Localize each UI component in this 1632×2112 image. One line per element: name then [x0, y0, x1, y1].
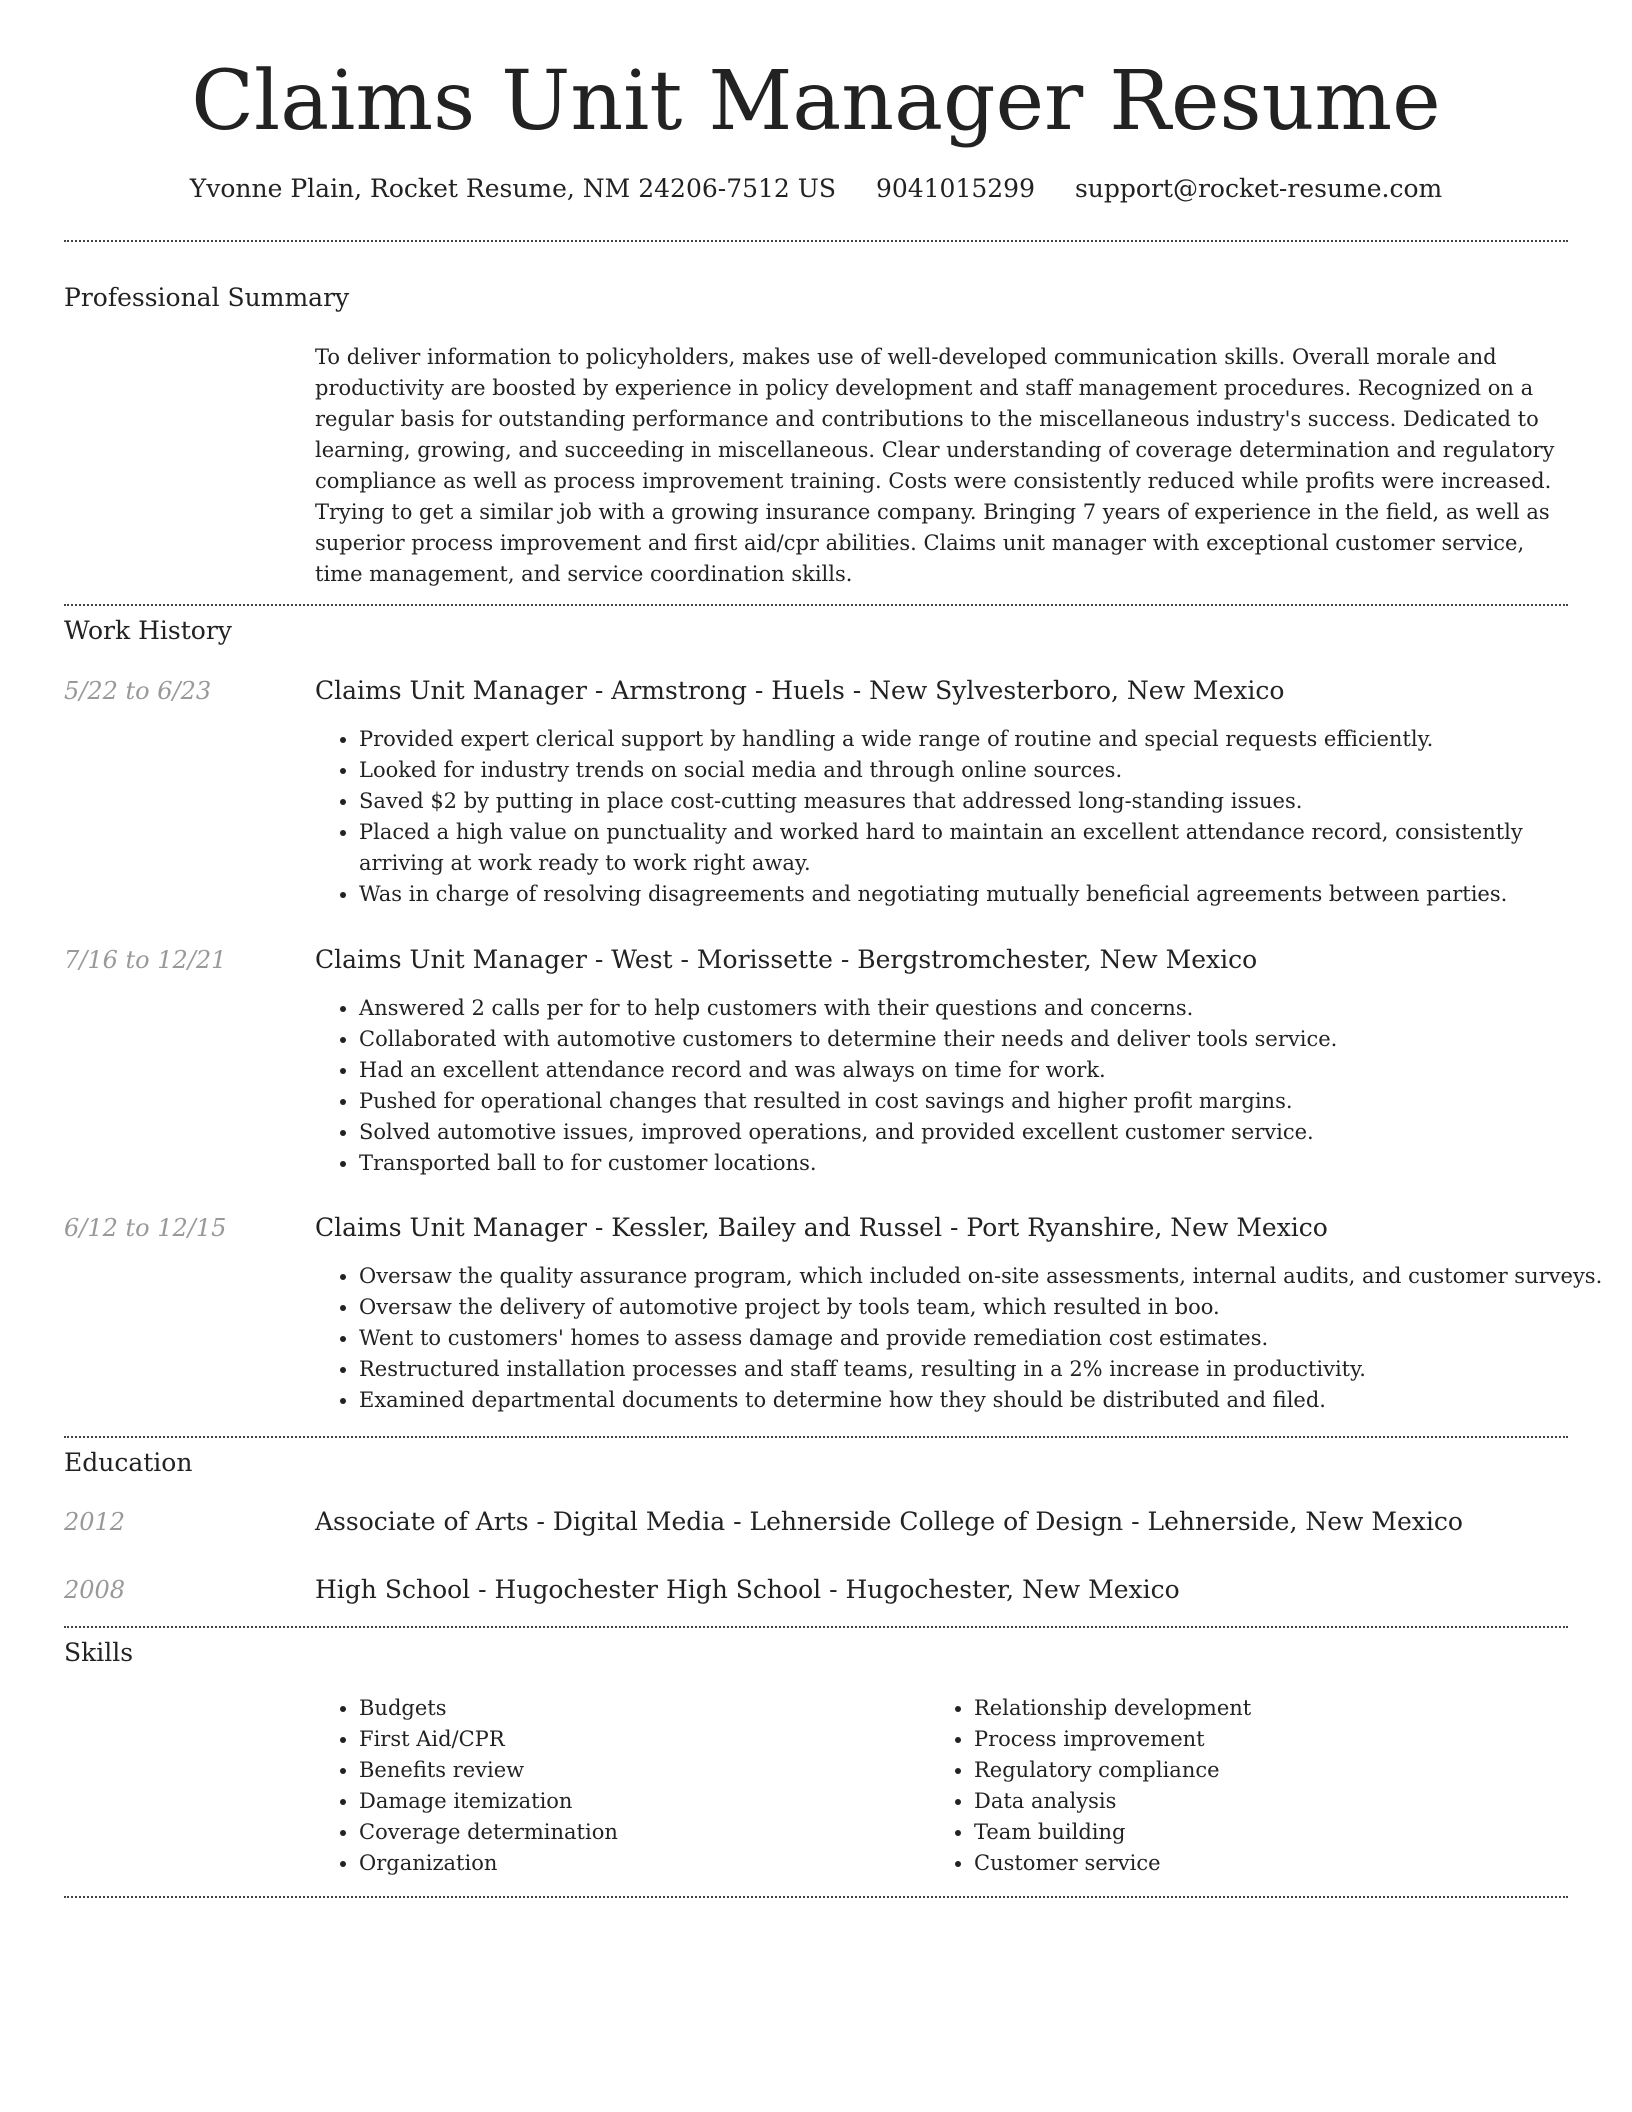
skill-item: • Process improvement	[974, 1724, 1594, 1755]
list-item: • Answered 2 calls per for to help customers with their questions and concerns.	[359, 993, 1614, 1024]
skill-item: • Organization	[359, 1848, 919, 1879]
skill-item: • Data analysis	[974, 1786, 1594, 1817]
skills-heading: Skills	[64, 1638, 134, 1667]
resume-title: Claims Unit Manager Resume	[191, 54, 1441, 149]
skill-item: • First Aid/CPR	[359, 1724, 919, 1755]
skill-item: • Relationship development	[974, 1693, 1594, 1724]
skill-item: • Coverage determination	[359, 1817, 919, 1848]
job-bullets	[315, 1261, 1614, 1416]
education-year: 2012	[64, 1508, 126, 1536]
contact-address: Yvonne Plain, Rocket Resume, NM 24206-7512 US	[189, 174, 836, 203]
job-title: Claims Unit Manager - West - Morissette - Bergstromchester, New Mexico	[315, 945, 1258, 974]
job-dates: 5/22 to 6/23	[64, 677, 212, 705]
summary-heading: Professional Summary	[64, 283, 350, 312]
skill-item: • Damage itemization	[359, 1786, 919, 1817]
education-entry: Associate of Arts - Digital Media - Lehnerside College of Design - Lehnerside, New Mexico	[315, 1507, 1463, 1536]
summary-text: To deliver information to policyholders, makes use of well-developed communication skills. Overall morale and productivity are boosted by experience in policy development and staff management procedures. Recognized on a regular basis for outstanding performance and contributions to the miscellaneous industry's success. Dedicated to learning, growing, and succeeding in miscellaneous. Clear understanding of coverage determination and regulatory compliance as well as process improvement training. Costs were consistently reduced while profits were increased. Trying to get a similar job with a growing insurance company. Bringing 7 years of experience in the field, as well as superior process improvement and first aid/cpr abilities. Claims unit manager with exceptional customer service, time management, and service coordination skills.	[315, 345, 1555, 586]
skill-item: • Customer service	[974, 1848, 1594, 1879]
list-item: • Collaborated with automotive customers to determine their needs and deliver tools service.	[359, 1024, 1614, 1055]
skill-item: • Benefits review	[359, 1755, 919, 1786]
education-entry: High School - Hugochester High School - Hugochester, New Mexico	[315, 1575, 1180, 1604]
skills-list-right	[930, 1693, 1594, 1879]
list-item: • Went to customers' homes to assess damage and provide remediation cost estimates.	[359, 1323, 1614, 1354]
job-title: Claims Unit Manager - Armstrong - Huels - New Sylvesterboro, New Mexico	[315, 676, 1285, 705]
section-divider	[64, 604, 1568, 606]
contact-email: support@rocket-resume.com	[1074, 174, 1443, 203]
job-dates: 7/16 to 12/21	[64, 946, 227, 974]
list-item: • Oversaw the quality assurance program, which included on-site assessments, internal audits, and customer surveys.	[359, 1261, 1614, 1292]
section-divider	[64, 240, 1568, 242]
job-dates: 6/12 to 12/15	[64, 1214, 227, 1242]
list-item: • Had an excellent attendance record and was always on time for work.	[359, 1055, 1614, 1086]
list-item: • Transported ball to for customer locations.	[359, 1148, 1614, 1179]
education-year: 2008	[64, 1576, 126, 1604]
skill-item: • Regulatory compliance	[974, 1755, 1594, 1786]
section-divider	[64, 1896, 1568, 1898]
work-history-heading: Work History	[64, 616, 232, 645]
skill-item: • Team building	[974, 1817, 1594, 1848]
list-item: • Was in charge of resolving disagreements and negotiating mutually beneficial agreements between parties.	[359, 879, 1614, 910]
contact-phone: 9041015299	[875, 174, 1035, 203]
list-item: • Examined departmental documents to determine how they should be distributed and filed.	[359, 1385, 1614, 1416]
job-bullets	[315, 724, 1614, 910]
list-item: • Provided expert clerical support by handling a wide range of routine and special requests efficiently.	[359, 724, 1614, 755]
skills-list-left	[315, 1693, 919, 1879]
list-item: • Restructured installation processes and staff teams, resulting in a 2% increase in productivity.	[359, 1354, 1614, 1385]
list-item: • Solved automotive issues, improved operations, and provided excellent customer service.	[359, 1117, 1614, 1148]
section-divider	[64, 1626, 1568, 1628]
skill-item: • Budgets	[359, 1693, 919, 1724]
list-item: • Placed a high value on punctuality and worked hard to maintain an excellent attendance record, consistently arriving at work ready to work right away.	[359, 817, 1614, 879]
section-divider	[64, 1436, 1568, 1438]
list-item: • Oversaw the delivery of automotive project by tools team, which resulted in boo.	[359, 1292, 1614, 1323]
list-item: • Saved $2 by putting in place cost-cutting measures that addressed long-standing issues.	[359, 786, 1614, 817]
list-item: • Looked for industry trends on social media and through online sources.	[359, 755, 1614, 786]
list-item: • Pushed for operational changes that resulted in cost savings and higher profit margins.	[359, 1086, 1614, 1117]
education-heading: Education	[64, 1448, 193, 1477]
job-bullets	[315, 993, 1614, 1179]
contact-line	[0, 172, 1632, 206]
job-title: Claims Unit Manager - Kessler, Bailey and Russel - Port Ryanshire, New Mexico	[315, 1213, 1328, 1242]
